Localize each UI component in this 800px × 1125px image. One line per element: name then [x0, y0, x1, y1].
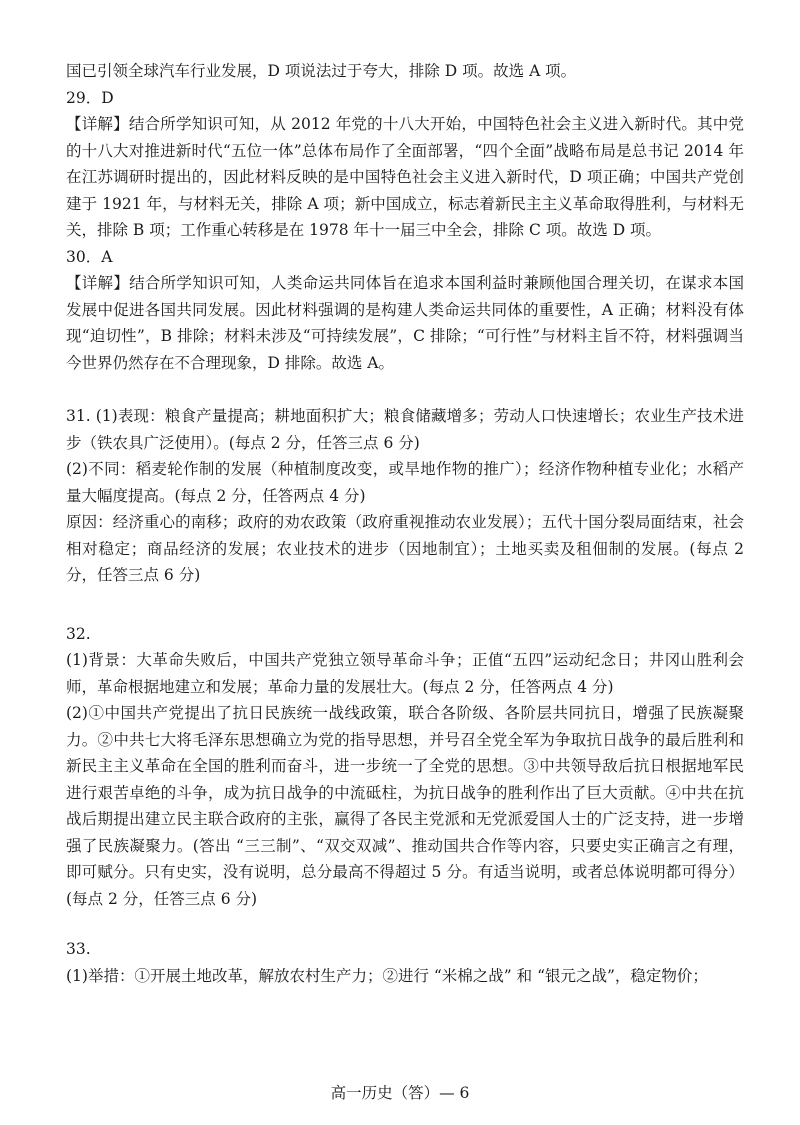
q30-number: 30．A — [66, 247, 113, 266]
q30-detail: 【详解】结合所学知识可知，人类命运共同体旨在追求本国利益时兼顾他国合理关切，在谋求本国发展中促进各国共同发展。因此材料强调的是构建人类命运共同体的重要性，A 正确；材料没有体现“迫切性”，B 排除；材料未涉及“可持续发展”，C 排除；“可行性”与材料主旨不符，材料强调当今世界仍然存在不合理现象，D 排除。故选 A。 — [66, 274, 744, 372]
q32-number: 32. — [66, 624, 91, 643]
spacer — [66, 376, 744, 403]
q31-part3: 原因：经济重心的南移；政府的劝农政策（政府重视推动农业发展）；五代十国分裂局面结束，社会相对稳定；商品经济的发展；农业技术的进步（因地制宜）；土地买卖及租佃制的发展。(每点 2 分，任答三点 6 分) — [66, 513, 744, 584]
q31-part1: 31. (1)表现：粮食产量提高；耕地面积扩大；粮食储藏增多；劳动人口快速增长；农业生产技术进步（铁农具广泛使用）。(每点 2 分，任答三点 6 分) — [66, 407, 744, 452]
paragraph-continuation: 国已引领全球汽车行业发展，D 项说法过于夸大，排除 D 项。故选 A 项。 — [66, 62, 577, 80]
q33-part1: (1)举措：①开展土地改革，解放农村生产力；②进行 “米棉之战” 和 “银元之战”，稳定物价； — [66, 966, 708, 985]
q29-detail: 【详解】结合所学知识可知，从 2012 年党的十八大开始，中国特色社会主义进入新时代。其中党的十八大对推进新时代“五位一体”总体布局作了全面部署，“四个全面”战略布局是总书记 2014 年在江苏调研时提出的，因此材料反映的是中国特色社会主义进入新时代，D 项正确；中国共产党创建于 1921 年，与材料无关，排除 A 项；新中国成立，标志着新民主主义革命取得胜利，与材料无关，排除 B 项；工作重心转移是在 1978 年十一届三中全会，排除 C 项。故选 D 项。 — [66, 115, 744, 239]
q29-number: 29．D — [66, 88, 114, 107]
q31-part2: (2)不同：稻麦轮作制的发展（种植制度改变，或旱地作物的推广）；经济作物种植专业化；水稻产量大幅度提高。(每点 2 分，任答两点 4 分) — [66, 460, 744, 505]
answer-page — [66, 58, 744, 989]
spacer — [66, 589, 744, 621]
q32-part1: (1)背景：大革命失败后，中国共产党独立领导革命斗争；正值“五四”运动纪念日；井冈山胜利会师，革命根据地建立和发展；革命力量的发展壮大。(每点 2 分，任答两点 4 分) — [66, 651, 744, 696]
spacer — [66, 912, 744, 936]
page-footer: 高一历史（答）— 6 — [330, 1084, 470, 1102]
q32-part2: (2)①中国共产党提出了抗日民族统一战线政策，联合各阶级、各阶层共同抗日，增强了民族凝聚力。②中共七大将毛泽东思想确立为党的指导思想，并号召全党全军为争取抗日战争的最后胜利和新民主主义革命在全国的胜利而奋斗，进一步统一了全党的思想。③中共领导敌后抗日根据地军民进行艰苦卓绝的斗争，成为抗日战争的中流砥柱，为抗日战争的胜利作出了巨大贡献。④中共在抗战后期提出建立民主联合政府的主张，赢得了各民主党派和无党派爱国人士的广泛支持，进一步增强了民族凝聚力。(答出 “三三制”、“双交双减”、推动国共合作等内容，只要史实正确言之有理，即可赋分。只有史实，没有说明，总分最高不得超过 5 分。有适当说明，或者总体说明都可得分）(每点 2 分，任答三点 6 分) — [66, 704, 744, 908]
q33-number: 33. — [66, 940, 91, 958]
